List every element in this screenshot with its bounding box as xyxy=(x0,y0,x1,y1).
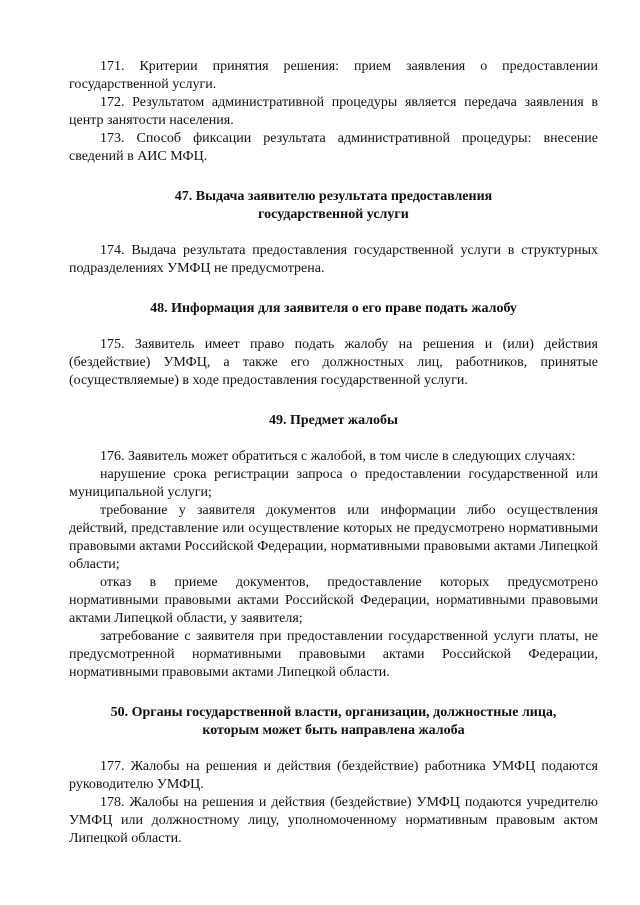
paragraph-174: 174. Выдача результата предоставления государственной услуги в структурных подразделениях УМФЦ не предусмотрена. xyxy=(69,243,598,276)
paragraph-176-item-1: нарушение срока регистрации запроса о предоставлении государственной или муниципальной услуги; xyxy=(69,467,598,500)
section-47-heading-line-1: 47. Выдача заявителю результата предоставления xyxy=(174,189,493,204)
section-50-heading xyxy=(69,704,598,740)
section-49-heading: 49. Предмет жалобы xyxy=(269,413,398,428)
paragraph-173: 173. Способ фиксации результата административной процедуры: внесение сведений в АИС МФЦ. xyxy=(69,131,598,164)
section-50-heading-line-2: которым может быть направлена жалоба xyxy=(202,723,465,738)
section-50-heading-line-1: 50. Органы государственной власти, организации, должностные лица, xyxy=(110,705,557,720)
paragraph-176: 176. Заявитель может обратиться с жалобой, в том числе в следующих случаях: xyxy=(100,449,576,464)
section-47-heading-line-2: государственной услуги xyxy=(258,207,409,222)
paragraph-177: 177. Жалобы на решения и действия (бездействие) работника УМФЦ подаются руководителю УМФЦ. xyxy=(69,759,598,792)
paragraph-175: 175. Заявитель имеет право подать жалобу на решения и (или) действия (бездействие) УМФЦ, а также его должностных лиц, работников, принятые (осуществляемые) в ходе предоставления государственной услуги. xyxy=(69,337,598,388)
paragraph-171: 171. Критерии принятия решения: прием заявления о предоставлении государственной услуги. xyxy=(69,59,598,92)
paragraph-176-item-2: требование у заявителя документов или информации либо осуществления действий, представление или осуществление которых не предусмотрено нормативными правовыми актами Российской Федерации, нормативными правовыми актами Липецкой области; xyxy=(69,503,598,572)
paragraph-176-item-3: отказ в приеме документов, предоставление которых предусмотрено нормативными правовыми актами Российской Федерации, нормативными правовыми актами Липецкой области, у заявителя; xyxy=(69,575,598,626)
section-47-heading xyxy=(69,188,598,224)
paragraph-172: 172. Результатом административной процедуры является передача заявления в центр занятости населения. xyxy=(69,95,598,128)
section-48-heading: 48. Информация для заявителя о его праве подать жалобу xyxy=(150,301,517,316)
paragraph-176-item-4: затребование с заявителя при предоставлении государственной услуги платы, не предусмотренной нормативными правовыми актами Российской Федерации, нормативными правовыми актами Липецкой области. xyxy=(69,629,598,680)
document-page xyxy=(69,58,598,848)
paragraph-178: 178. Жалобы на решения и действия (бездействие) УМФЦ подаются учредителю УМФЦ или должностному лицу, уполномоченному нормативным правовым актом Липецкой области. xyxy=(69,795,598,846)
